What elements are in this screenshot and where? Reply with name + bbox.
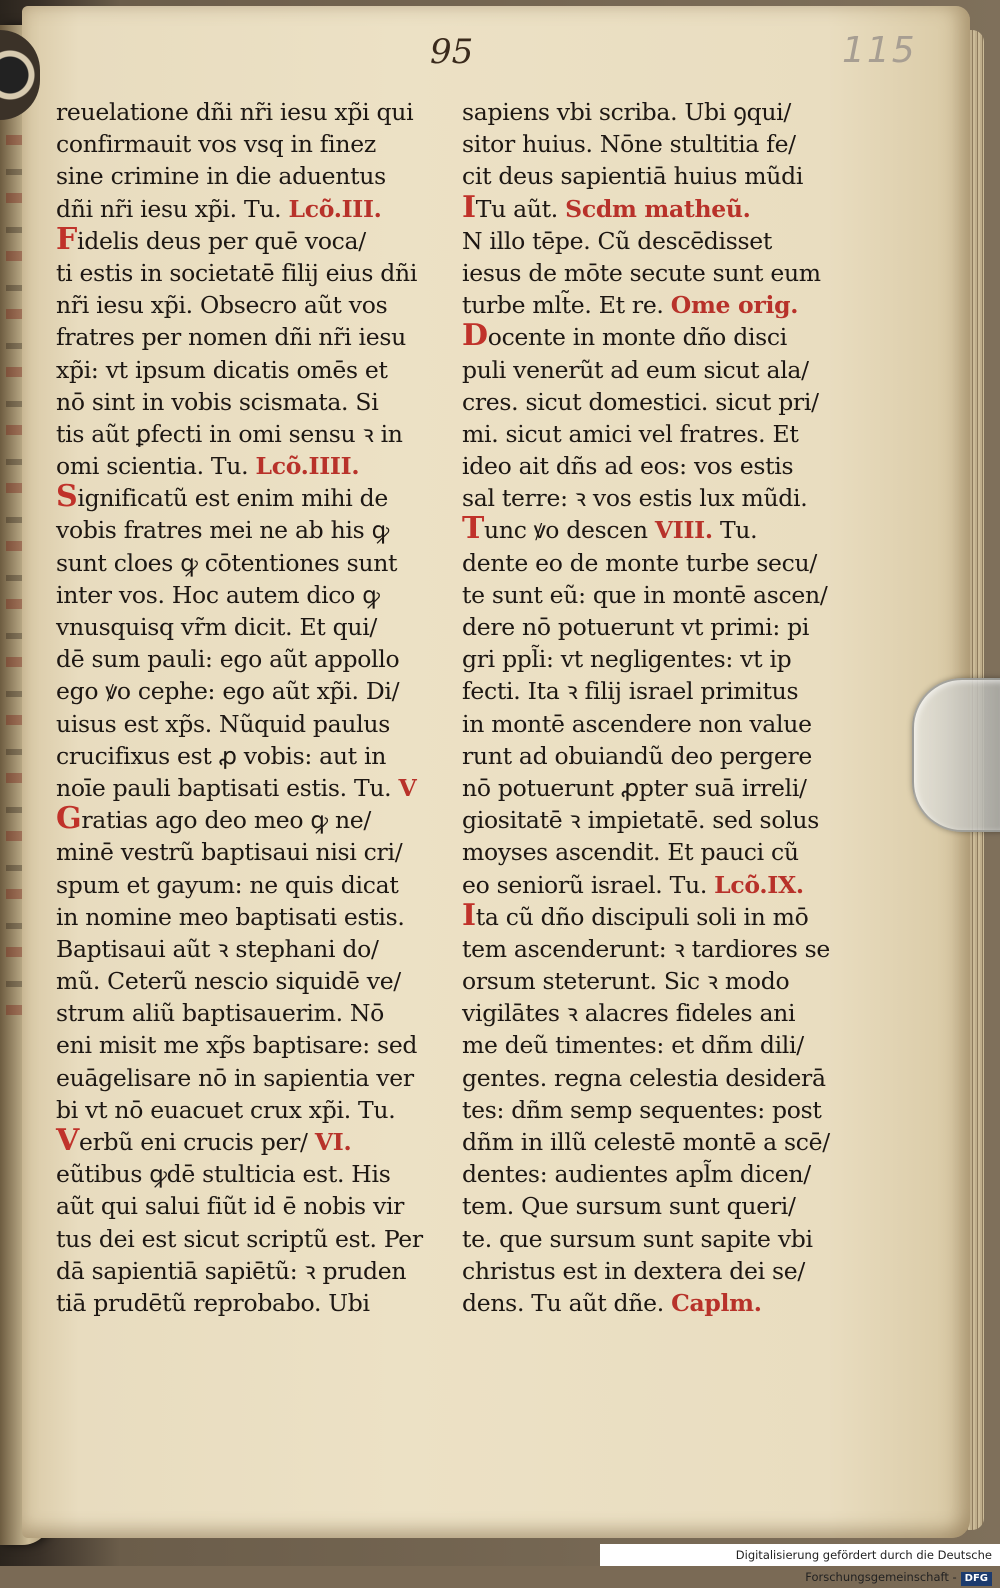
line-text: tem ascenderunt: ꝛ tardiores se [462, 934, 831, 963]
line-text: tes: dñm semp sequentes: post [462, 1095, 822, 1124]
text-line [462, 772, 842, 804]
line-text: vobis fratres mei ne ab his ꝙ [56, 516, 389, 545]
text-line [462, 96, 842, 128]
rubric: Lcõ.IX. [714, 870, 804, 899]
line-text: fratres per nomen dñi nr̃i iesu [56, 323, 406, 352]
line-text: vigilātes ꝛ alacres fideles ani [462, 999, 796, 1028]
text-line [56, 1094, 436, 1126]
line-text: nō sint in vobis scismata. Si [56, 387, 379, 416]
text-line [56, 193, 436, 225]
line-text: aũt qui salui fiũt id ē nobis vir [56, 1192, 405, 1221]
text-line [462, 611, 842, 643]
line-text: dens. Tu aũt dñe. [462, 1288, 664, 1317]
line-text: te. que sursum sunt sapite vbi [462, 1224, 813, 1253]
text-line [56, 547, 436, 579]
line-text: me deũ timentes: et dñm dili/ [462, 1031, 804, 1060]
line-text: tiā prudētũ reprobabo. Ubi [56, 1288, 370, 1317]
text-line [56, 1158, 436, 1190]
text-line [462, 482, 842, 514]
text-line [462, 1190, 842, 1222]
text-line [56, 450, 436, 482]
line-text: runt ad obuiandũ deo pergere [462, 741, 813, 770]
line-text: in nomine meo baptisati estis. [56, 902, 405, 931]
text-line [56, 1062, 436, 1094]
text-line [56, 869, 436, 901]
line-text: eũtibus ꝙdē stulticia est. His [56, 1160, 391, 1189]
line-text: turbe mlt̃e. Et re. [462, 291, 664, 320]
text-line [56, 675, 436, 707]
line-text: dā sapientiā sapiētũ: ꝛ pruden [56, 1256, 407, 1285]
dfg-logo: DFG [961, 1572, 992, 1586]
text-line [56, 801, 436, 837]
text-line [56, 354, 436, 386]
line-text: tis aũt ꝑfecti in omi sensu ꝛ in [56, 419, 403, 448]
text-line [462, 386, 842, 418]
line-text: cres. sicut domestici. sicut pri/ [462, 387, 819, 416]
text-line [462, 289, 842, 321]
text-line [56, 740, 436, 772]
text-line [56, 321, 436, 353]
line-text: Baptisaui aũt ꝛ stephani do/ [56, 934, 379, 963]
rubric: Scdm matheũ. [565, 194, 751, 223]
text-line [462, 579, 842, 611]
text-line [56, 160, 436, 192]
text-line [56, 289, 436, 321]
text-line [56, 933, 436, 965]
text-line [462, 257, 842, 289]
text-line [462, 1287, 842, 1319]
text-line [56, 997, 436, 1029]
line-text: nr̃i iesu xp̃i. Obsecro aũt vos [56, 291, 388, 320]
text-line [462, 675, 842, 707]
line-text: erbũ eni crucis per/ [78, 1128, 308, 1156]
line-text: N illo tēpe. Cũ descēdisset [462, 226, 773, 255]
right-column [462, 96, 842, 1319]
text-line [462, 1029, 842, 1061]
line-text: christus est in dextera dei se/ [462, 1256, 806, 1285]
line-text: euāgelisare nō in sapientia ver [56, 1063, 414, 1092]
line-text: eo seniorũ israel. Tu. [462, 870, 707, 899]
page-clip [912, 678, 1000, 832]
text-line [462, 997, 842, 1029]
line-text: moyses ascendit. Et pauci cũ [462, 838, 799, 867]
line-text: dere nō potuerunt vt primi: pi [462, 613, 810, 641]
line-text: iesus de mōte secute sunt eum [462, 258, 821, 287]
text-line [56, 836, 436, 868]
rubric: Caplm. [671, 1288, 762, 1317]
line-text: in montē ascendere non value [462, 709, 812, 738]
line-text: nō potuerunt ꝓpter suā irreli/ [462, 773, 807, 802]
line-text: puli venerũt ad eum sicut ala/ [462, 355, 809, 384]
line-text: gentes. regna celestia desiderā [462, 1063, 826, 1092]
line-text: ideo ait dñs ad eos: vos estis [462, 452, 794, 481]
text-line [56, 579, 436, 611]
line-text: te sunt eũ: que in montē ascen/ [462, 580, 828, 609]
rubricated-initial: I [462, 897, 476, 933]
text-line [462, 869, 842, 901]
line-text: eni misit me xp̃s baptisare: sed [56, 1031, 418, 1060]
line-text: dentes: audientes apl̃m dicen/ [462, 1160, 811, 1189]
text-line [462, 1223, 842, 1255]
folio-number: 95 [430, 32, 474, 72]
line-text: crucifixus est ꝓ vobis: aut in [56, 741, 387, 770]
text-line [462, 354, 842, 386]
rubricated-initial: T [462, 511, 485, 547]
rubricated-initial: G [56, 801, 82, 837]
text-line [462, 643, 842, 675]
text-line [462, 1062, 842, 1094]
line-text: tus dei est sicut scriptũ est. Per [56, 1224, 423, 1253]
text-line [56, 611, 436, 643]
text-line [56, 96, 436, 128]
text-line [462, 418, 842, 450]
text-line [462, 804, 842, 836]
line-text: strum aliũ baptisauerim. Nō [56, 999, 385, 1028]
rubric: VIII. [654, 516, 713, 545]
line-text: sal terre: ꝛ vos estis lux mũdi. [462, 484, 808, 513]
text-line [462, 160, 842, 192]
text-line [462, 225, 842, 257]
line-text: dñm in illũ celestē montē a scē/ [462, 1128, 830, 1156]
text-line [56, 965, 436, 997]
line-tail: Tu. [719, 516, 758, 545]
line-text: unc ꝟo descen [484, 516, 648, 545]
line-text: mi. sicut amici vel fratres. Et [462, 419, 799, 448]
text-line [462, 836, 842, 868]
text-line [56, 1123, 436, 1158]
text-line [56, 643, 436, 675]
line-text: ratias ago deo meo ꝙ ne/ [81, 806, 372, 835]
text-line [462, 450, 842, 482]
text-line [56, 772, 436, 804]
text-line [56, 901, 436, 933]
text-line [56, 1190, 436, 1222]
text-line [56, 1029, 436, 1061]
line-text: fecti. Ita ꝛ filij israel primitus [462, 677, 799, 706]
line-text: noīe pauli baptisati estis. Tu. [56, 773, 392, 802]
text-line [56, 514, 436, 546]
text-line [56, 128, 436, 160]
text-line [56, 1287, 436, 1319]
line-text: ta cũ dño discipuli soli in mō [475, 902, 809, 931]
footer-credit: Digitalisierung gefördert durch die Deutsche Forschungsgemeinschaft - [735, 1548, 992, 1584]
line-text: xp̃i: vt ipsum dicatis omēs et [56, 355, 388, 384]
line-text: minē vestrũ baptisaui nisi cri/ [56, 838, 403, 867]
text-line [56, 1223, 436, 1255]
text-line [462, 128, 842, 160]
line-text: uisus est xp̃s. Nũquid paulus [56, 709, 390, 738]
text-line [462, 1158, 842, 1190]
text-line [462, 965, 842, 997]
text-line [462, 1255, 842, 1287]
line-text: ignificatũ est enim mihi de [77, 484, 388, 513]
text-line [462, 547, 842, 579]
line-text: mũ. Ceterũ nescio siquidē ve/ [56, 967, 401, 996]
line-text: vnusquisq vr̃m dicit. Et qui/ [56, 613, 378, 641]
text-line [462, 1094, 842, 1126]
text-line [462, 189, 842, 225]
text-line [56, 708, 436, 740]
text-line [56, 1255, 436, 1287]
rubricated-initial: V [56, 1123, 79, 1158]
line-text: tem. Que sursum sunt queri/ [462, 1192, 796, 1221]
text-line [462, 933, 842, 965]
rubric: Ome orig. [670, 291, 799, 320]
rubric: Lcõ.III. [288, 194, 382, 223]
rubric: V [398, 773, 417, 802]
rubricated-initial: D [462, 318, 488, 354]
line-text: idelis deus per quē voca/ [77, 226, 366, 255]
line-text: Tu aũt. [475, 194, 558, 223]
text-line [462, 740, 842, 772]
line-text: sitor huius. Nōne stultitia fe/ [462, 130, 796, 159]
text-line [462, 318, 842, 354]
line-text: sine crimine in die aduentus [56, 162, 386, 191]
rubricated-initial: I [462, 189, 476, 225]
left-column [56, 96, 436, 1319]
line-text: reuelatione dñi nr̃i iesu xp̃i qui [56, 98, 414, 126]
line-text: omi scientia. Tu. [56, 452, 249, 481]
line-text: cit deus sapientiā huius mũdi [462, 162, 804, 191]
line-text: ego ꝟo cephe: ego aũt xp̃i. Di/ [56, 677, 400, 706]
line-text: sapiens vbi scriba. Ubi ꝯqui/ [462, 98, 792, 126]
line-text: bi vt nō euacuet crux xp̃i. Tu. [56, 1095, 396, 1124]
line-text: dē sum pauli: ego aũt appollo [56, 645, 400, 674]
line-text: dñi nr̃i iesu xp̃i. Tu. [56, 194, 282, 223]
line-text: inter vos. Hoc autem dico ꝙ [56, 580, 380, 609]
line-text: spum et gayum: ne quis dicat [56, 870, 399, 899]
line-text: confirmauit vos vsq in finez [56, 130, 376, 159]
line-text: gri ppl̃i: vt negligentes: vt ip [462, 645, 792, 674]
footer-credit-bar [600, 1544, 1000, 1584]
text-line [462, 1126, 842, 1158]
line-text: ocente in monte dño disci [487, 323, 787, 352]
text-line [56, 257, 436, 289]
rubric: VI. [314, 1128, 352, 1156]
pencil-foliation: 115 [842, 30, 917, 71]
line-text: ti estis in societatē filij eius dñi [56, 258, 418, 287]
line-text: orsum steterunt. Sic ꝛ modo [462, 967, 790, 996]
text-line [462, 897, 842, 933]
text-line [56, 221, 436, 257]
line-text: giositatē ꝛ impietatē. sed solus [462, 806, 819, 835]
rubricated-initial: S [56, 479, 78, 515]
line-text: dente eo de monte turbe secu/ [462, 548, 817, 577]
text-line [56, 386, 436, 418]
line-text: sunt cloes ꝙ cōtentiones sunt [56, 548, 398, 577]
text-line [56, 479, 436, 515]
text-line [462, 511, 842, 547]
text-line [462, 708, 842, 740]
rubricated-initial: F [56, 221, 77, 257]
text-line [56, 418, 436, 450]
rubric: Lcõ.IIII. [255, 452, 360, 481]
